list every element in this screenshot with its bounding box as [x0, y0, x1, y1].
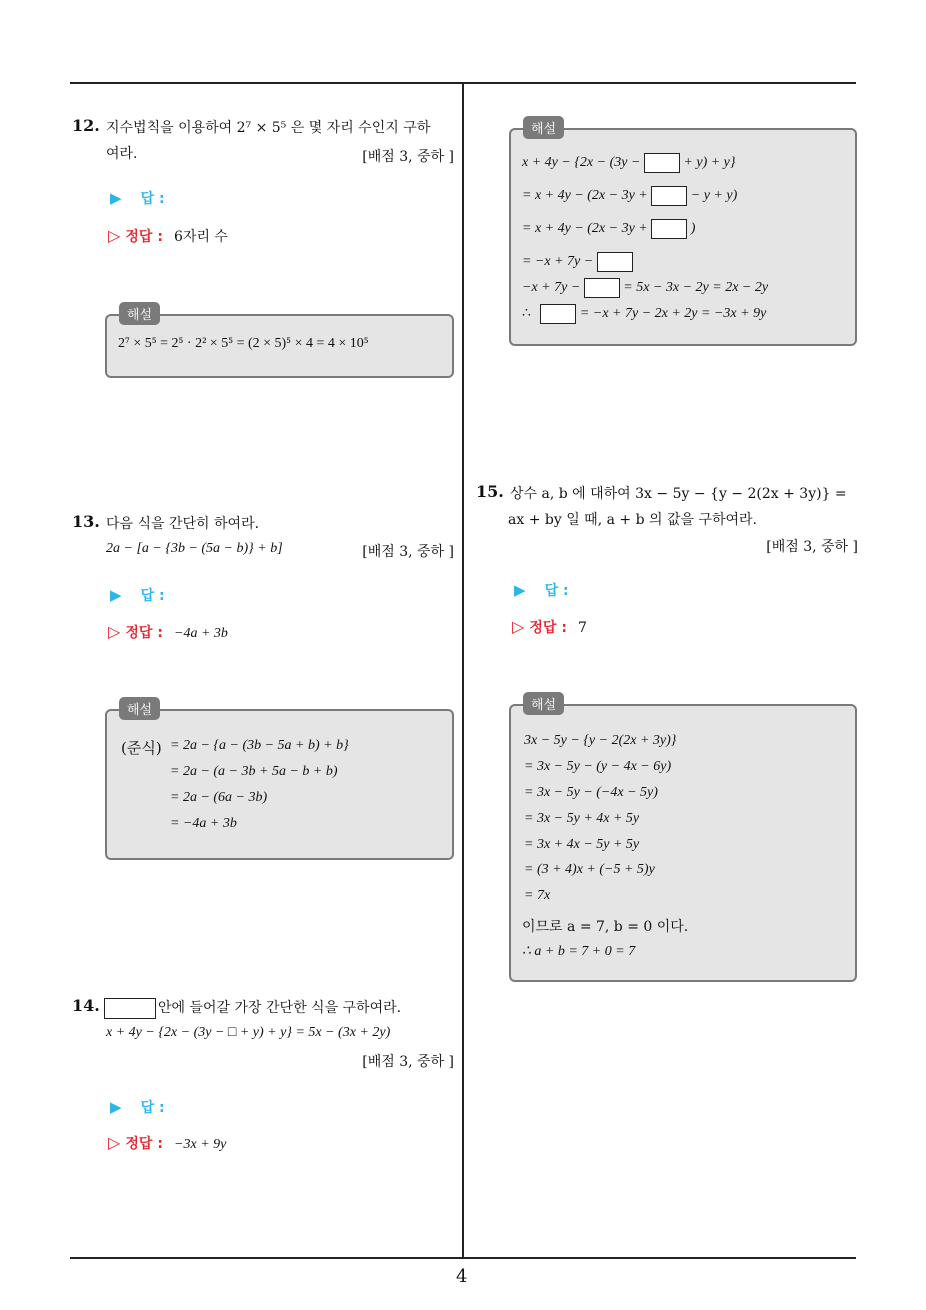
q14-text-line1: 안에 들어갈 가장 간단한 식을 구하여라.	[158, 1000, 402, 1016]
q14-blank-box	[104, 998, 156, 1019]
q14-exp-line-1a: x + 4y − {2x − (3y −	[522, 155, 641, 171]
q13-correct-value: −4a + 3b	[174, 626, 228, 641]
outline-arrow-icon: ▷	[108, 622, 121, 641]
q12-answer-row	[110, 188, 165, 208]
q14-exp-blank-6	[540, 304, 576, 324]
q13-explanation-line-4: = −4a + 3b	[170, 816, 237, 831]
q13-correct-row	[108, 622, 228, 642]
q13-explanation-tab: 해설	[119, 697, 160, 720]
q14-points: [배점 3, 중하 ]	[362, 1054, 454, 1070]
q13-number: 13.	[72, 512, 100, 531]
q12-correct-value: 6자리 수	[174, 229, 228, 245]
q13-answer-label: 답 :	[140, 588, 165, 604]
q14-exp-line-6	[522, 304, 766, 324]
q12-number: 12.	[72, 116, 100, 135]
q15-correct-label: 정답 :	[529, 620, 567, 636]
q14-exp-line-1b: + y) + y}	[683, 155, 736, 171]
q13-answer-row	[110, 585, 165, 605]
play-arrow-icon: ▶	[514, 581, 526, 599]
play-arrow-icon: ▶	[110, 1098, 122, 1116]
q14-exp-blank-5	[584, 278, 620, 298]
q12-text-line1: 지수법칙을 이용하여 2⁷ × 5⁵ 은 몇 자리 수인지 구하	[106, 120, 431, 136]
q15-exp-line-2: = 3x − 5y − (y − 4x − 6y)	[524, 759, 672, 774]
q14-exp-line-6a: ∴	[522, 306, 531, 322]
q14-exp-line-2b: − y + y)	[690, 188, 738, 204]
q13-points: [배점 3, 중하 ]	[362, 544, 454, 560]
q14-exp-line-3a: = x + 4y − (2x − 3y +	[522, 221, 648, 237]
q13-explanation-line-1: = 2a − {a − (3b − 5a + b) + b}	[170, 738, 349, 753]
q15-number: 15.	[476, 482, 504, 501]
q14-correct-value: −3x + 9y	[174, 1137, 227, 1152]
q13-explanation-box	[105, 709, 454, 860]
q14-exp-line-1	[522, 153, 736, 173]
q14-expression: x + 4y − {2x − (3y − □ + y) + y} = 5x − (3x + 2y)	[106, 1025, 391, 1040]
q14-explanation-tab: 해설	[523, 116, 564, 139]
q14-exp-line-5a: −x + 7y −	[522, 280, 581, 296]
outline-arrow-icon: ▷	[108, 226, 121, 245]
q14-exp-blank-4	[597, 252, 633, 272]
q15-exp-line-1: 3x − 5y − {y − 2(2x + 3y)}	[524, 733, 677, 748]
q12-correct-row	[108, 226, 228, 246]
outline-arrow-icon: ▷	[108, 1133, 121, 1152]
q12-points: [배점 3, 중하 ]	[362, 149, 454, 165]
q15-exp-line-5: = 3x + 4x − 5y + 5y	[524, 837, 640, 852]
q12-answer-label: 답 :	[140, 191, 165, 207]
q15-exp-line-4: = 3x − 5y + 4x + 5y	[524, 811, 640, 826]
q14-correct-label: 정답 :	[125, 1136, 163, 1152]
q14-answer-label: 답 :	[140, 1100, 165, 1116]
q15-correct-row	[512, 617, 587, 637]
q14-answer-row	[110, 1097, 165, 1117]
q12-explanation-tab: 해설	[119, 302, 160, 325]
q13-correct-label: 정답 :	[125, 625, 163, 641]
page-number: 4	[456, 1266, 468, 1287]
q14-exp-line-6b: = −x + 7y − 2x + 2y = −3x + 9y	[579, 306, 767, 322]
q14-exp-line-2	[522, 186, 737, 206]
q14-exp-line-5b: = 5x − 3x − 2y = 2x − 2y	[623, 280, 769, 296]
q15-correct-value: 7	[578, 620, 587, 636]
column-divider	[462, 82, 464, 1258]
q14-number: 14.	[72, 996, 100, 1015]
q14-exp-line-5	[522, 278, 768, 298]
q12-correct-label: 정답 :	[125, 229, 163, 245]
q14-exp-blank-2	[651, 186, 687, 206]
outline-arrow-icon: ▷	[512, 617, 525, 636]
play-arrow-icon: ▶	[110, 586, 122, 604]
q15-exp-line-3: = 3x − 5y − (−4x − 5y)	[524, 785, 658, 800]
q14-exp-blank-3	[651, 219, 687, 239]
q14-exp-line-2a: = x + 4y − (2x − 3y +	[522, 188, 648, 204]
q15-exp-line-6: = (3 + 4)x + (−5 + 5)y	[524, 862, 655, 877]
q14-correct-row	[108, 1133, 226, 1153]
q15-points: [배점 3, 중하 ]	[766, 539, 858, 555]
q15-exp-line-7: = 7x	[524, 888, 551, 903]
q15-explanation-tab: 해설	[523, 692, 564, 715]
q15-text-line1: 상수 a, b 에 대하여 3x − 5y − {y − 2(2x + 3y)} =	[510, 486, 847, 502]
q14-exp-blank-1	[644, 153, 680, 173]
q15-answer-label: 답 :	[544, 583, 569, 599]
q14-exp-line-4	[522, 252, 633, 272]
q13-expression: 2a − [a − {3b − (5a − b)} + b]	[106, 541, 283, 556]
play-arrow-icon: ▶	[110, 189, 122, 207]
q14-exp-line-4a: = −x + 7y −	[522, 254, 594, 270]
q13-explanation-line-2: = 2a − (a − 3b + 5a − b + b)	[170, 764, 338, 779]
q12-explanation-line: 2⁷ × 5⁵ = 2⁵ · 2² × 5⁵ = (2 × 5)⁵ × 4 = 4 × 10⁵	[118, 336, 369, 351]
q14-exp-line-3	[522, 219, 695, 239]
q14-exp-line-3b: )	[690, 221, 696, 237]
q15-answer-row	[514, 580, 569, 600]
q12-text-line2: 여라.	[106, 146, 138, 162]
q13-explanation-line-3: = 2a − (6a − 3b)	[170, 790, 268, 805]
q13-text-line1: 다음 식을 간단히 하여라.	[106, 516, 260, 532]
q15-exp-final: ∴ a + b = 7 + 0 = 7	[522, 944, 636, 959]
q15-exp-conclusion: 이므로 a = 7, b = 0 이다.	[522, 919, 689, 935]
q13-explanation-prefix: (준식)	[121, 739, 162, 757]
q15-text-line2: ax + by 일 때, a + b 의 값을 구하여라.	[508, 512, 758, 528]
